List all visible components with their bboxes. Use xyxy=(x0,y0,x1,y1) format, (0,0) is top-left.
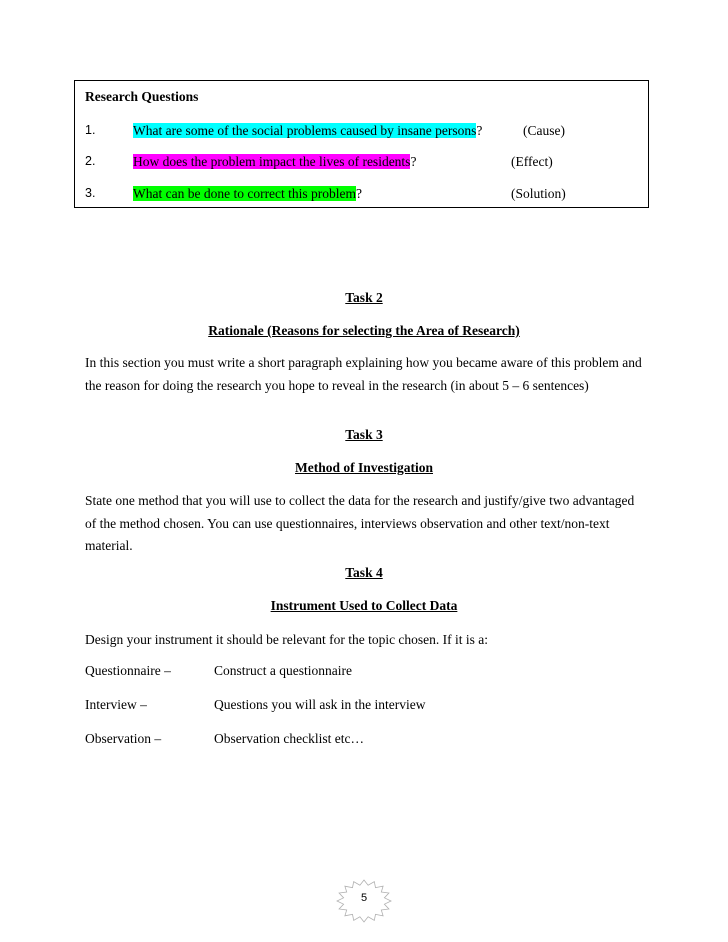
task4-title: Task 4 xyxy=(345,565,383,580)
question-text: What can be done to correct this problem xyxy=(133,186,357,201)
question-mark: ? xyxy=(356,186,363,201)
instrument-label: Interview – xyxy=(85,697,147,712)
instrument-value: Construct a questionnaire xyxy=(214,663,352,678)
research-questions-title: Research Questions xyxy=(85,89,199,104)
task4-heading: Instrument Used to Collect Data xyxy=(270,598,458,613)
question-tag: (Solution) xyxy=(511,186,566,201)
question-mark: ? xyxy=(476,123,483,138)
instrument-value: Observation checklist etc… xyxy=(214,731,364,746)
question-tag: (Cause) xyxy=(523,123,565,138)
instrument-value: Questions you will ask in the interview xyxy=(214,697,426,712)
question-number: 2. xyxy=(85,154,96,168)
question-text: How does the problem impact the lives of residents xyxy=(133,154,411,169)
task3-heading: Method of Investigation xyxy=(295,460,433,475)
task4-intro: Design your instrument it should be relevant for the topic chosen. If it is a: xyxy=(85,632,489,647)
task3-title: Task 3 xyxy=(345,427,383,442)
question-mark: ? xyxy=(410,154,417,169)
instrument-label: Questionnaire – xyxy=(85,663,171,678)
task2-body: In this section you must write a short paragraph explaining how you became aware of this problem and the reason for doing the research you hope to reveal in the research (in about 5 – 6 sentences) xyxy=(85,355,642,393)
page-number: 5 xyxy=(360,892,368,904)
instrument-label: Observation – xyxy=(85,731,162,746)
research-questions-box xyxy=(74,80,649,208)
task2-heading: Rationale (Reasons for selecting the Area of Research) xyxy=(208,323,520,338)
question-number: 3. xyxy=(85,186,96,200)
task3-body: State one method that you will use to collect the data for the research and justify/give two advantaged of the method chosen. You can use questionnaires, interviews observation and other text/non-text material. xyxy=(85,493,635,553)
question-text: What are some of the social problems caused by insane persons xyxy=(133,123,477,138)
question-number: 1. xyxy=(85,123,96,137)
task2-title: Task 2 xyxy=(345,290,383,305)
question-tag: (Effect) xyxy=(511,154,553,169)
